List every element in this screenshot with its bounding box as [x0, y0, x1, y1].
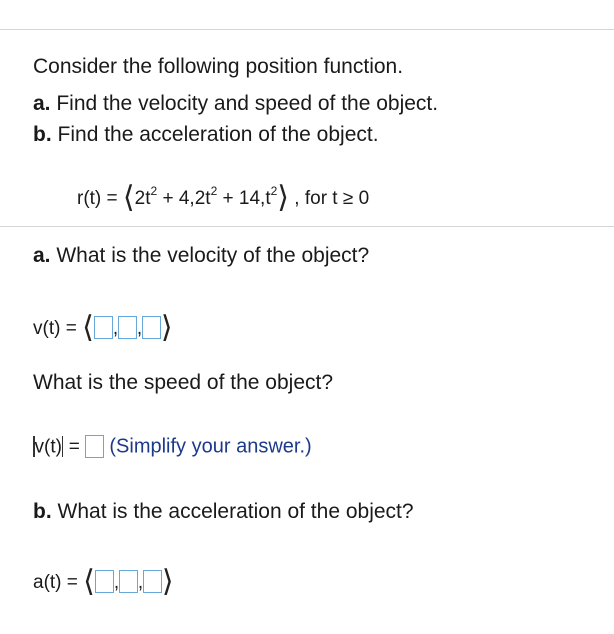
acceleration-y-input[interactable]: [119, 570, 138, 593]
velocity-y-input[interactable]: [118, 316, 137, 339]
open-angle-icon: ⟨: [82, 311, 94, 344]
part-b-label: b.: [33, 123, 52, 146]
speed-answer-row: [33, 436, 312, 459]
close-angle-icon: ⟩: [161, 565, 174, 598]
top-divider: [0, 29, 614, 30]
open-angle-icon: ⟨: [122, 181, 135, 214]
position-function: [77, 180, 370, 214]
velocity-answer-row: [33, 310, 173, 344]
comma-separator: ,: [137, 572, 144, 593]
acceleration-question-text: What is the acceleration of the object?: [57, 500, 414, 523]
part-a-instruction: [33, 93, 438, 114]
acceleration-x-input[interactable]: [95, 570, 114, 593]
acceleration-z-input[interactable]: [143, 570, 162, 593]
velocity-z-input[interactable]: [142, 316, 161, 339]
velocity-lhs: v(t) =: [33, 318, 77, 339]
speed-equals: =: [68, 436, 80, 458]
open-angle-icon: ⟨: [83, 565, 95, 598]
speed-lhs: v(t): [34, 436, 62, 458]
close-angle-icon: ⟩: [277, 181, 290, 214]
component-3: $t^2$: [265, 184, 278, 209]
part-b-text: Find the acceleration of the object.: [57, 123, 379, 146]
close-angle-icon: ⟩: [160, 311, 173, 344]
abs-bar-left-icon: [33, 436, 35, 457]
speed-input[interactable]: [85, 435, 104, 458]
acceleration-question: [33, 501, 414, 522]
comma-separator: ,: [136, 318, 143, 339]
velocity-question: [33, 245, 369, 266]
acceleration-lhs: a(t) =: [33, 572, 78, 593]
part-a-text: Find the velocity and speed of the object.: [56, 92, 439, 115]
comma-separator: ,: [113, 572, 120, 593]
component-1: $2t^2 + 4$,: [134, 184, 195, 209]
part-b-instruction: [33, 124, 379, 145]
velocity-question-text: What is the velocity of the object?: [56, 244, 370, 267]
speed-question: What is the speed of the object?: [33, 371, 334, 394]
velocity-question-label: a.: [33, 244, 51, 267]
domain-condition: , for t ≥ 0: [294, 188, 370, 209]
part-a-label: a.: [33, 92, 51, 115]
acceleration-question-label: b.: [33, 500, 52, 523]
position-lhs: r(t) =: [77, 188, 118, 209]
simplify-hint: (Simplify your answer.): [109, 435, 312, 458]
section-divider: [0, 226, 614, 227]
acceleration-answer-row: [33, 564, 174, 598]
velocity-x-input[interactable]: [94, 316, 113, 339]
intro-text: Consider the following position function.: [33, 55, 404, 78]
comma-separator: ,: [112, 318, 119, 339]
abs-bar-right-icon: [62, 436, 64, 457]
component-2: $2t^2 + 14$,: [194, 184, 266, 209]
